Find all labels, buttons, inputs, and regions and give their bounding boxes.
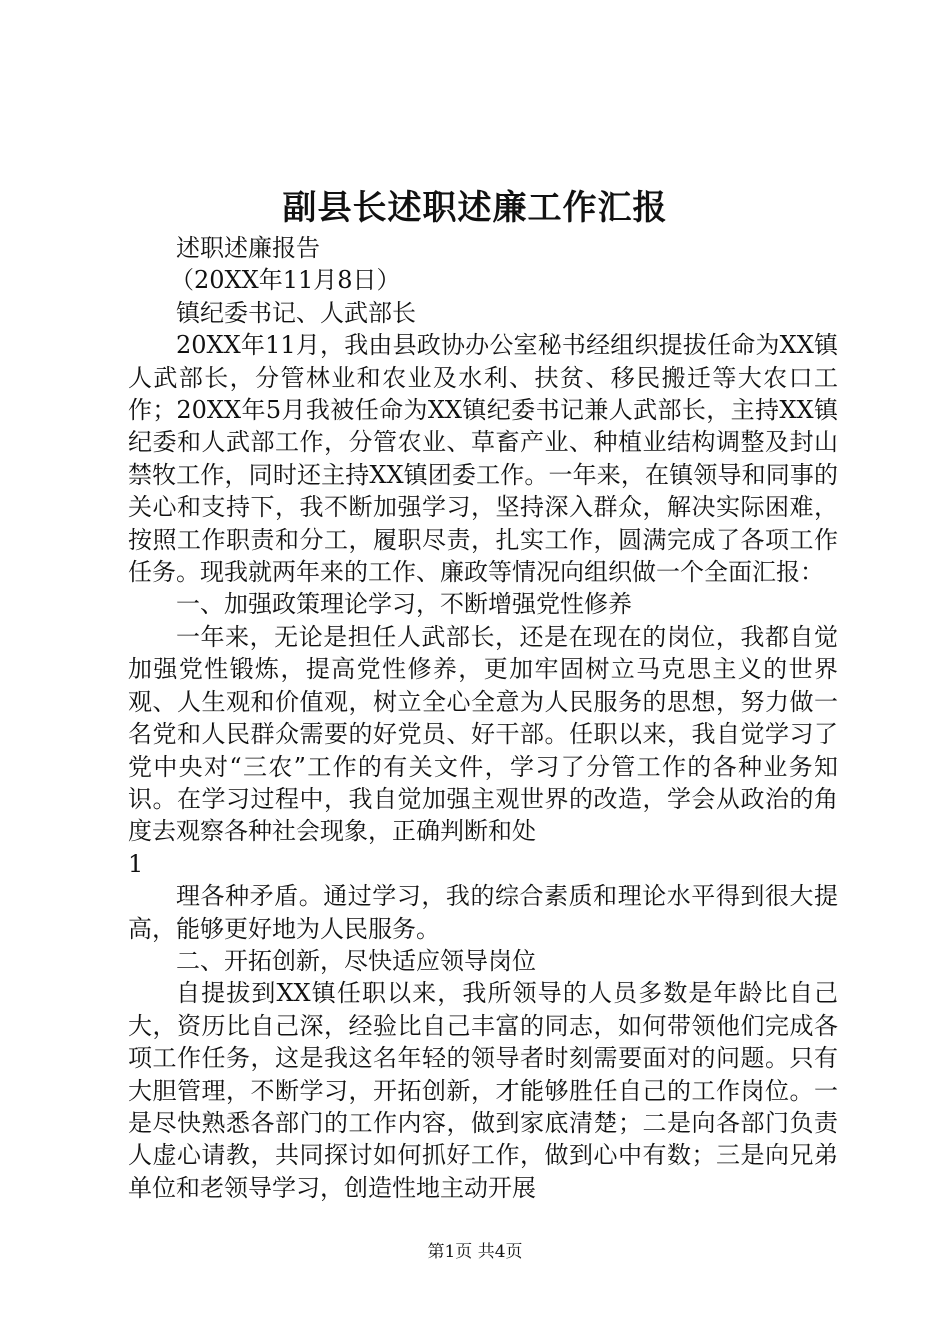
paragraph-intro: 20XX年11月，我由县政协办公室秘书经组织提拔任命为XX镇人武部长，分管林业和农业及水利、扶贫、移民搬迁等大农口工作；20XX年5月我被任命为XX镇纪委书记兼人武部长，主持XX镇纪委和人武部工作，分管农业、草畜产业、种植业结构调整及封山禁牧工作，同时还主持XX镇团委工作。一年来，在镇领导和同事的关心和支持下，我不断加强学习，坚持深入群众，解决实际困难，按照工作职责和分工，履职尽责，扎实工作，圆满完成了各项工作任务。现我就两年来的工作、廉政等情况向组织做一个全面汇报： <box>128 331 838 587</box>
section-heading-1: 一、加强政策理论学习，不断增强党性修养 <box>176 590 632 619</box>
paragraph-section-1: 一年来，无论是担任人武部长，还是在现在的岗位，我都自觉加强党性锻炼，提高党性修养，更加牢固树立马克思主义的世界观、人生观和价值观，树立全心全意为人民服务的思想，努力做一名党和人民群众需要的好党员、好干部。任职以来，我自觉学习了党中央对“三农”工作的有关文件，学习了分管工作的各种业务知识。在学习过程中，我自觉加强主观世界的改造，学会从政治的角度去观察各种社会现象，正确判断和处 <box>128 622 838 846</box>
section-heading-2: 二、开拓创新，尽快适应领导岗位 <box>176 946 536 975</box>
document-body <box>128 232 838 1204</box>
paragraph-section-2: 自提拔到XX镇任职以来，我所领导的人员多数是年龄比自己大，资历比自己深，经验比自己丰富的同志，如何带领他们完成各项工作任务，这是我这名年轻的领导者时刻需要面对的问题。只有大胆管理，不断学习，开拓创新，才能够胜任自己的工作岗位。一是尽快熟悉各部门的工作内容，做到家底清楚；二是向各部门负责人虚心请教，共同探讨如何抓好工作，做到心中有数；三是向兄弟单位和老领导学习，创造性地主动开展 <box>128 979 838 1202</box>
paragraph-section-1-continued: 理各种矛盾。通过学习，我的综合素质和理论水平得到很大提高，能够更好地为人民服务。 <box>128 882 838 943</box>
report-author-title: 镇纪委书记、人武部长 <box>176 298 416 327</box>
page-footer: 第1页 共4页 <box>427 1242 523 1262</box>
report-heading: 述职述廉报告 <box>176 234 320 262</box>
document-title: 副县长述职述廉工作汇报 <box>282 188 668 228</box>
inline-page-number: 1 <box>128 849 144 878</box>
report-date: （20XX年11月8日） <box>170 266 401 295</box>
